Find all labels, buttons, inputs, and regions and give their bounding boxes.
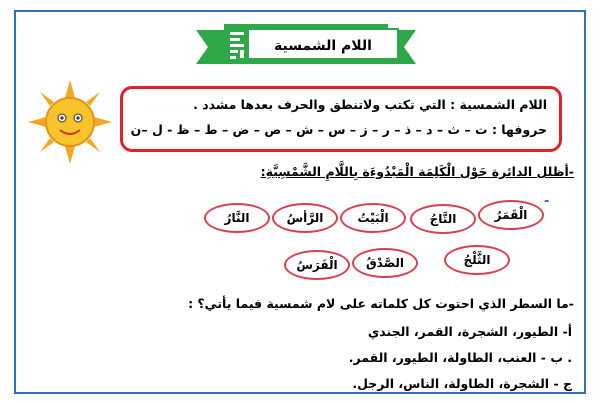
answer-option-a[interactable]: أ- الطيور، الشجرة، القمر، الجندي bbox=[367, 324, 572, 339]
answer-option-c[interactable]: ج - الشجرة، الطاولة، الناس، الرجل. bbox=[352, 376, 572, 391]
sun-icon bbox=[28, 80, 112, 164]
word-oval[interactable]: الصَّدْقُ bbox=[352, 248, 418, 278]
definition-text: اللام الشمسية : التي تكتب ولاتنطق والحرف بعدها مشدد . bbox=[193, 97, 547, 112]
word-oval[interactable]: الرَّأسُ bbox=[272, 203, 338, 233]
word-oval[interactable]: الْفَرَسُ bbox=[284, 250, 350, 280]
word-oval[interactable]: الْقَمَرُ bbox=[478, 200, 544, 230]
definition-box bbox=[120, 86, 562, 152]
question-text: -ما السطر الذي احتوت كل كلماته على لام شمسية فيما يأتي؟ : bbox=[188, 296, 574, 311]
answer-option-b[interactable]: . ب - العنب، الطاولة، الطيور، القمر. bbox=[348, 350, 572, 365]
word-oval[interactable]: النَّارُ bbox=[204, 203, 270, 233]
word-oval[interactable]: التَّاجُ bbox=[410, 204, 476, 234]
sun-illustration bbox=[28, 80, 112, 164]
word-oval[interactable]: الثَّلْجُ bbox=[444, 245, 510, 275]
page-title: اللام الشمسية bbox=[274, 38, 372, 54]
exercise-instruction: -أظلل الدائرة حَوْل الْكَلِمَة الْمَبْدُوءَة بِاللَّامِ الشَّمْسِيَّةِ: bbox=[260, 164, 574, 179]
title-banner bbox=[196, 20, 416, 72]
word-oval[interactable]: الْبَيْتُ bbox=[340, 203, 406, 233]
list-marker: - bbox=[544, 194, 550, 209]
letters-list: حروفها : ت – ث – د – ذ – ر – ز – س – ش – ص – ض – ط – ظ - ل –ن bbox=[130, 122, 547, 137]
